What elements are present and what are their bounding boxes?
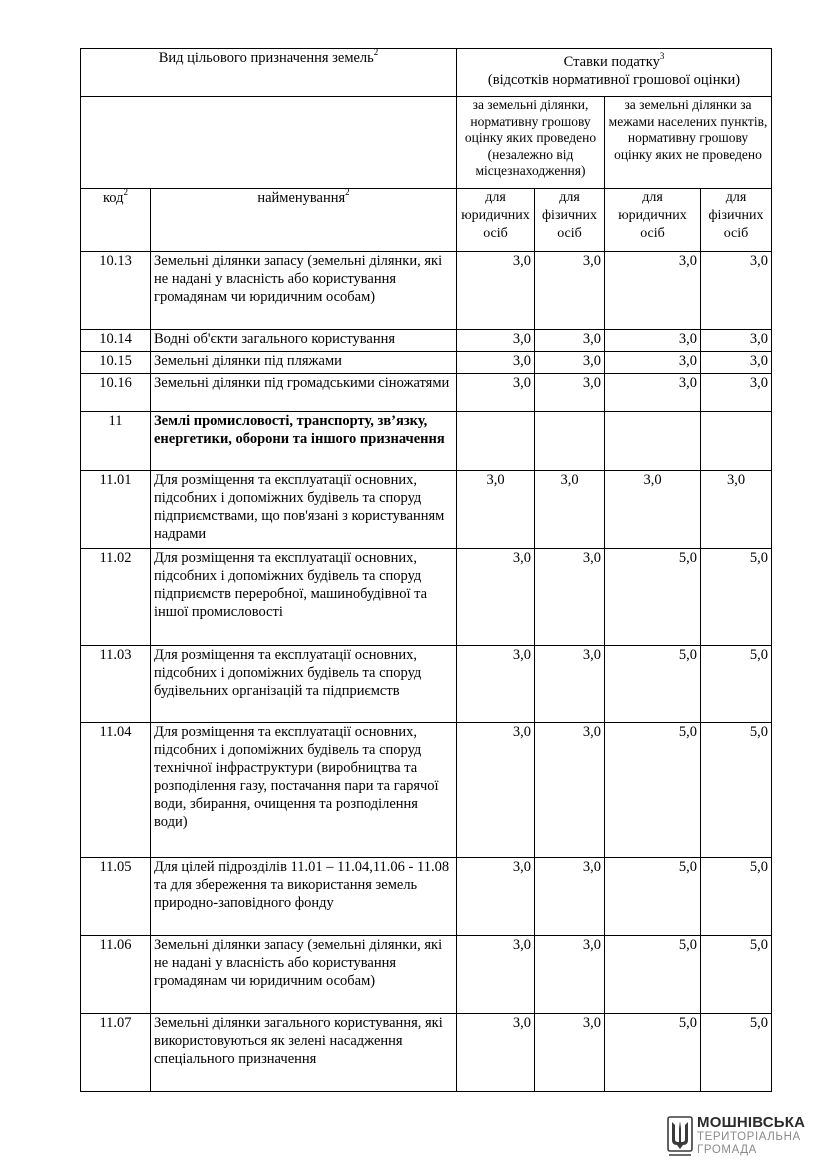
- rate-legal-not-assessed: 3,0: [605, 252, 701, 330]
- row-name: Для розміщення та експлуатації основних, підсобних і допоміжних будівель та споруд підприємствами, що пов'язані з користуванням надрами: [151, 471, 457, 549]
- table-row: [81, 252, 772, 330]
- community-logo: [667, 1114, 817, 1160]
- rate-legal-not-assessed: 3,0: [605, 471, 701, 549]
- header-tax-rates: [457, 49, 772, 97]
- rate-legal-assessed: [457, 412, 535, 471]
- rate-individual-assessed: 3,0: [535, 549, 605, 646]
- row-name: Для розміщення та експлуатації основних, підсобних і допоміжних будівель та споруд підприємств переробної, машинобудівної та іншої промисловості: [151, 549, 457, 646]
- header-legal-entities-assessed: для юридичних осіб: [457, 189, 535, 252]
- rate-legal-assessed: 3,0: [457, 646, 535, 723]
- table-row: [81, 374, 772, 412]
- row-code: 11.06: [81, 936, 151, 1014]
- footnote-ref: 2: [345, 187, 350, 198]
- row-name: Для розміщення та експлуатації основних, підсобних і допоміжних будівель та споруд технічної інфраструктури (виробництва та розподілення газу, постачання пари та гарячої води, збирання, очищення та розподілення води): [151, 723, 457, 858]
- trident-icon: [667, 1116, 693, 1158]
- tax-rates-table: [80, 48, 772, 1092]
- table-row: [81, 549, 772, 646]
- row-code: 10.15: [81, 352, 151, 374]
- rate-individual-assessed: 3,0: [535, 252, 605, 330]
- rate-individual-assessed: 3,0: [535, 646, 605, 723]
- row-name: Земельні ділянки під громадськими сіножатями: [151, 374, 457, 412]
- rate-legal-assessed: 3,0: [457, 252, 535, 330]
- header-tax-rates-text: Ставки податку: [563, 54, 660, 70]
- rate-individual-not-assessed: 5,0: [701, 723, 772, 858]
- rate-legal-assessed: 3,0: [457, 858, 535, 936]
- rate-individual-not-assessed: 5,0: [701, 646, 772, 723]
- header-empty-cell: [81, 97, 457, 189]
- rate-individual-not-assessed: 5,0: [701, 858, 772, 936]
- header-legal-entities-not-assessed: для юридичних осіб: [605, 189, 701, 252]
- row-name: Земельні ділянки запасу (земельні ділянки, які не надані у власність або користування громадянам чи юридичним особам): [151, 936, 457, 1014]
- row-code: 11.05: [81, 858, 151, 936]
- rate-individual-not-assessed: 3,0: [701, 471, 772, 549]
- row-name: Землі промисловості, транспорту, зв’язку, енергетики, оборони та іншого призначення: [151, 412, 457, 471]
- rate-legal-assessed: 3,0: [457, 330, 535, 352]
- rate-individual-not-assessed: 5,0: [701, 1014, 772, 1092]
- footnote-ref: 3: [659, 51, 665, 62]
- rate-legal-not-assessed: 3,0: [605, 330, 701, 352]
- table-row: [81, 723, 772, 858]
- rate-legal-assessed: 3,0: [457, 471, 535, 549]
- row-name: Водні об'єкти загального користування: [151, 330, 457, 352]
- tax-rates-table-page: [80, 48, 772, 1092]
- rate-legal-not-assessed: 3,0: [605, 352, 701, 374]
- rate-individual-assessed: 3,0: [535, 858, 605, 936]
- logo-subtitle-2: ГРОМАДА: [697, 1144, 757, 1156]
- header-group-assessed: за земельні ділянки, нормативну грошову оцінку яких проведено (незалежно від місцезнаходження): [457, 97, 605, 189]
- header-purpose-type: [81, 49, 457, 97]
- table-row-section: [81, 412, 772, 471]
- footnote-ref: 2: [373, 47, 379, 58]
- rate-legal-not-assessed: [605, 412, 701, 471]
- rate-legal-not-assessed: 5,0: [605, 549, 701, 646]
- row-code: 11.07: [81, 1014, 151, 1092]
- rate-legal-assessed: 3,0: [457, 1014, 535, 1092]
- rate-legal-assessed: 3,0: [457, 352, 535, 374]
- rate-legal-assessed: 3,0: [457, 549, 535, 646]
- header-tax-rates-sub: (відсотків нормативної грошової оцінки): [487, 72, 741, 88]
- rate-legal-assessed: 3,0: [457, 374, 535, 412]
- rate-legal-not-assessed: 5,0: [605, 723, 701, 858]
- table-row: [81, 936, 772, 1014]
- header-code: [81, 189, 151, 252]
- row-name: Земельні ділянки запасу (земельні ділянки, які не надані у власність або користування громадянам чи юридичним особам): [151, 252, 457, 330]
- row-code: 11.01: [81, 471, 151, 549]
- table-row: [81, 858, 772, 936]
- rate-individual-not-assessed: 5,0: [701, 936, 772, 1014]
- rate-individual-assessed: 3,0: [535, 723, 605, 858]
- row-code: 11: [81, 412, 151, 471]
- rate-individual-not-assessed: 5,0: [701, 549, 772, 646]
- rate-individual-not-assessed: 3,0: [701, 330, 772, 352]
- row-code: 10.16: [81, 374, 151, 412]
- rate-legal-assessed: 3,0: [457, 723, 535, 858]
- rate-legal-not-assessed: 5,0: [605, 1014, 701, 1092]
- rate-legal-assessed: 3,0: [457, 936, 535, 1014]
- rate-individual-assessed: 3,0: [535, 374, 605, 412]
- row-code: 11.03: [81, 646, 151, 723]
- header-individuals-not-assessed: для фізичних осіб: [701, 189, 772, 252]
- rate-legal-not-assessed: 5,0: [605, 858, 701, 936]
- table-row: [81, 1014, 772, 1092]
- row-name: Для розміщення та експлуатації основних, підсобних і допоміжних будівель та споруд будівельних організацій та підприємств: [151, 646, 457, 723]
- rate-individual-assessed: [535, 412, 605, 471]
- header-name: [151, 189, 457, 252]
- row-name: Земельні ділянки загального користування, які використовуються як зелені насадження спеціального призначення: [151, 1014, 457, 1092]
- header-purpose-type-text: Вид цільового призначення земель: [158, 50, 374, 66]
- rate-legal-not-assessed: 3,0: [605, 374, 701, 412]
- header-code-text: код: [102, 190, 124, 206]
- rate-individual-not-assessed: 3,0: [701, 352, 772, 374]
- table-row: [81, 352, 772, 374]
- rate-individual-assessed: 3,0: [535, 352, 605, 374]
- rate-individual-assessed: 3,0: [535, 936, 605, 1014]
- rate-individual-assessed: 3,0: [535, 1014, 605, 1092]
- table-row: [81, 471, 772, 549]
- footnote-ref: 2: [123, 187, 129, 198]
- table-row: [81, 646, 772, 723]
- rate-individual-assessed: 3,0: [535, 471, 605, 549]
- logo-title: МОШНІВСЬКА: [697, 1114, 806, 1131]
- rate-legal-not-assessed: 5,0: [605, 646, 701, 723]
- row-name: Земельні ділянки під пляжами: [151, 352, 457, 374]
- rate-individual-assessed: 3,0: [535, 330, 605, 352]
- header-individuals-assessed: для фізичних осіб: [535, 189, 605, 252]
- row-name: Для цілей підрозділів 11.01 – 11.04,11.06 - 11.08 та для збереження та використання земель природно-заповідного фонду: [151, 858, 457, 936]
- row-code: 11.04: [81, 723, 151, 858]
- header-name-text: найменування: [257, 190, 346, 206]
- rate-individual-not-assessed: 3,0: [701, 252, 772, 330]
- header-group-not-assessed: за земельні ділянки за межами населених пунктів, нормативну грошову оцінку яких не проведено: [605, 97, 772, 189]
- logo-subtitle: ТЕРИТОРІАЛЬНА: [697, 1131, 801, 1143]
- rate-individual-not-assessed: [701, 412, 772, 471]
- rate-individual-not-assessed: 3,0: [701, 374, 772, 412]
- table-row: [81, 330, 772, 352]
- row-code: 11.02: [81, 549, 151, 646]
- row-code: 10.13: [81, 252, 151, 330]
- rate-legal-not-assessed: 5,0: [605, 936, 701, 1014]
- row-code: 10.14: [81, 330, 151, 352]
